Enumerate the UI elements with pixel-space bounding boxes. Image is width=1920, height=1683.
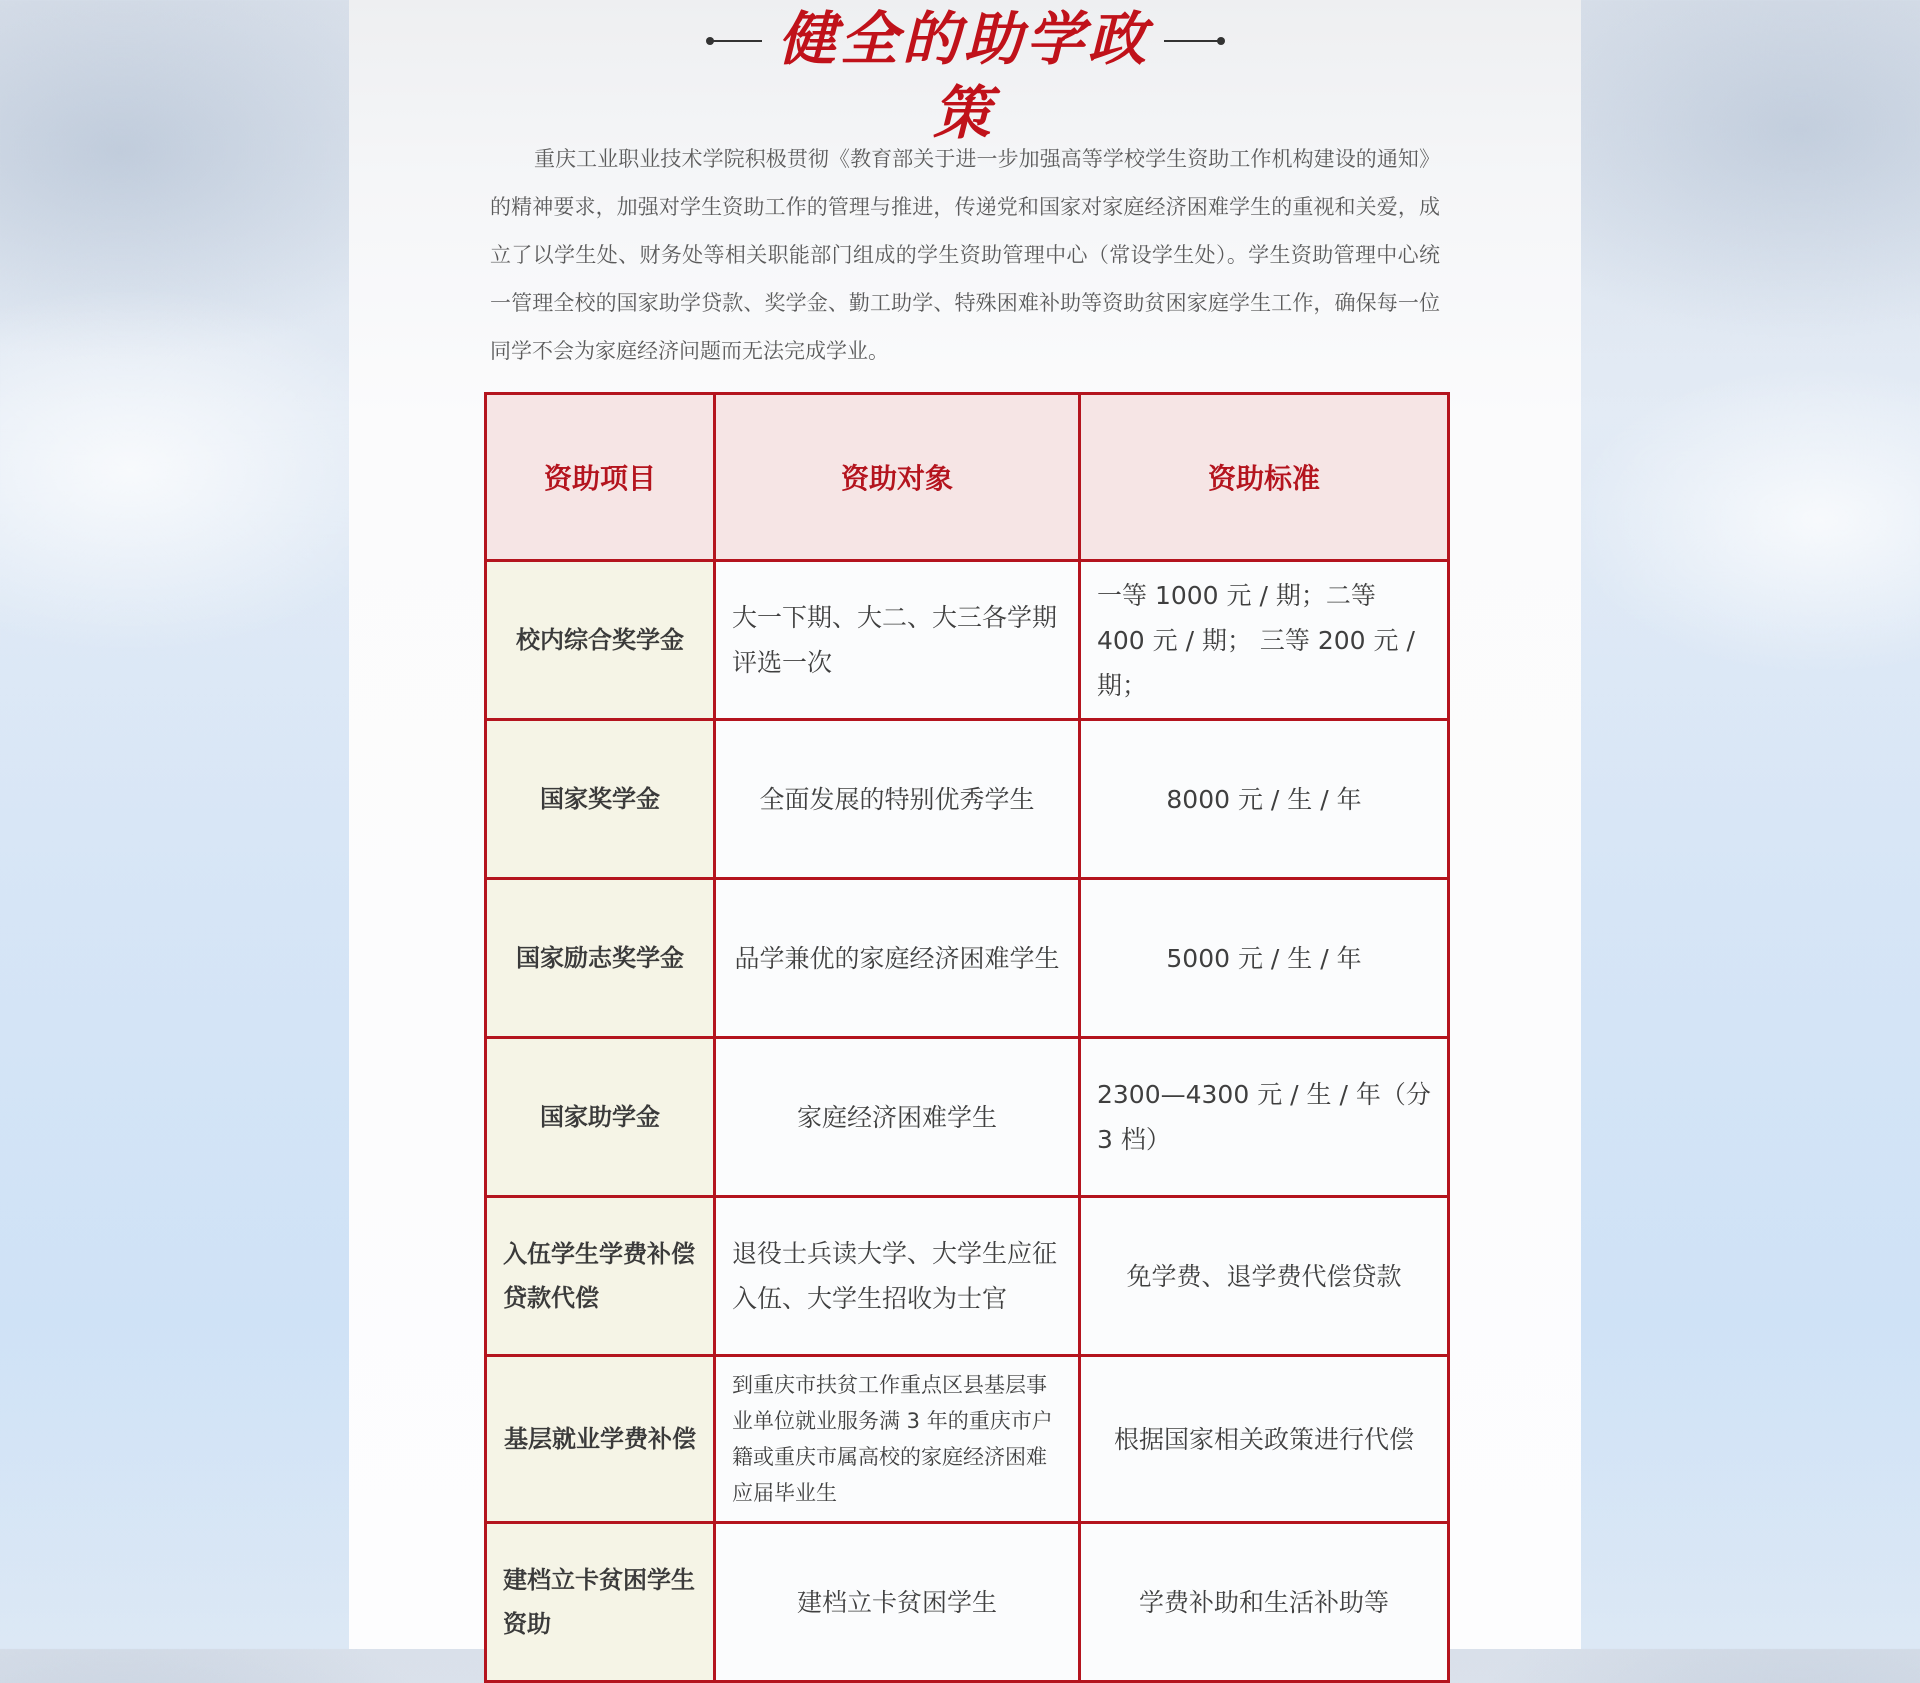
header-aid-target: 资助对象 (715, 394, 1080, 561)
aid-item-cell: 建档立卡贫困学生资助 (486, 1523, 715, 1682)
aid-standard-cell: 根据国家相关政策进行代偿 (1080, 1356, 1449, 1523)
aid-standard-cell: 5000 元 / 生 / 年 (1080, 879, 1449, 1038)
heading-rule-right (1164, 40, 1219, 42)
table-header-row (486, 394, 1449, 561)
aid-target-cell: 全面发展的特别优秀学生 (715, 720, 1080, 879)
aid-target-cell: 家庭经济困难学生 (715, 1038, 1080, 1197)
heading-rule-left (710, 40, 762, 42)
aid-standard-cell: 一等 1000 元 / 期；二等 400 元 / 期； 三等 200 元 / 期； (1080, 561, 1449, 720)
financial-aid-table (484, 392, 1450, 1683)
aid-target-cell: 到重庆市扶贫工作重点区县基层事业单位就业服务满 3 年的重庆市户籍或重庆市属高校的家庭经济困难应届毕业生 (715, 1356, 1080, 1523)
heading-dot-right (1217, 37, 1225, 45)
aid-standard-cell: 免学费、退学费代偿贷款 (1080, 1197, 1449, 1356)
content-panel (349, 0, 1581, 1649)
aid-item-cell: 基层就业学费补偿 (486, 1356, 715, 1523)
aid-standard-cell: 2300—4300 元 / 生 / 年（分 3 档） (1080, 1038, 1449, 1197)
aid-item-cell: 国家助学金 (486, 1038, 715, 1197)
table-row (486, 879, 1449, 1038)
aid-standard-cell: 8000 元 / 生 / 年 (1080, 720, 1449, 879)
table-row (486, 1356, 1449, 1523)
aid-target-cell: 退役士兵读大学、大学生应征入伍、大学生招收为士官 (715, 1197, 1080, 1356)
section-heading (349, 0, 1581, 147)
aid-item-cell: 校内综合奖学金 (486, 561, 715, 720)
header-aid-standard: 资助标准 (1080, 394, 1449, 561)
aid-item-cell: 国家励志奖学金 (486, 879, 715, 1038)
aid-target-cell: 建档立卡贫困学生 (715, 1523, 1080, 1682)
table-row (486, 1197, 1449, 1356)
aid-item-cell: 国家奖学金 (486, 720, 715, 879)
intro-paragraph: 重庆工业职业技术学院积极贯彻《教育部关于进一步加强高等学校学生资助工作机构建设的通知》的精神要求，加强对学生资助工作的管理与推进，传递党和国家对家庭经济困难学生的重视和关爱，成立了以学生处、财务处等相关职能部门组成的学生资助管理中心（常设学生处）。学生资助管理中心统一管理全校的国家助学贷款、奖学金、勤工助学、特殊困难补助等资助贫困家庭学生工作，确保每一位同学不会为家庭经济问题而无法完成学业。 (490, 147, 1440, 363)
table-row (486, 1038, 1449, 1197)
table-row (486, 561, 1449, 720)
page-title: 健全的助学政策 (777, 5, 1150, 147)
aid-target-cell: 品学兼优的家庭经济困难学生 (715, 879, 1080, 1038)
aid-standard-cell: 学费补助和生活补助等 (1080, 1523, 1449, 1682)
aid-target-cell: 大一下期、大二、大三各学期评选一次 (715, 561, 1080, 720)
table-row (486, 720, 1449, 879)
table-row (486, 1523, 1449, 1682)
aid-item-cell: 入伍学生学费补偿贷款代偿 (486, 1197, 715, 1356)
header-aid-item: 资助项目 (486, 394, 715, 561)
